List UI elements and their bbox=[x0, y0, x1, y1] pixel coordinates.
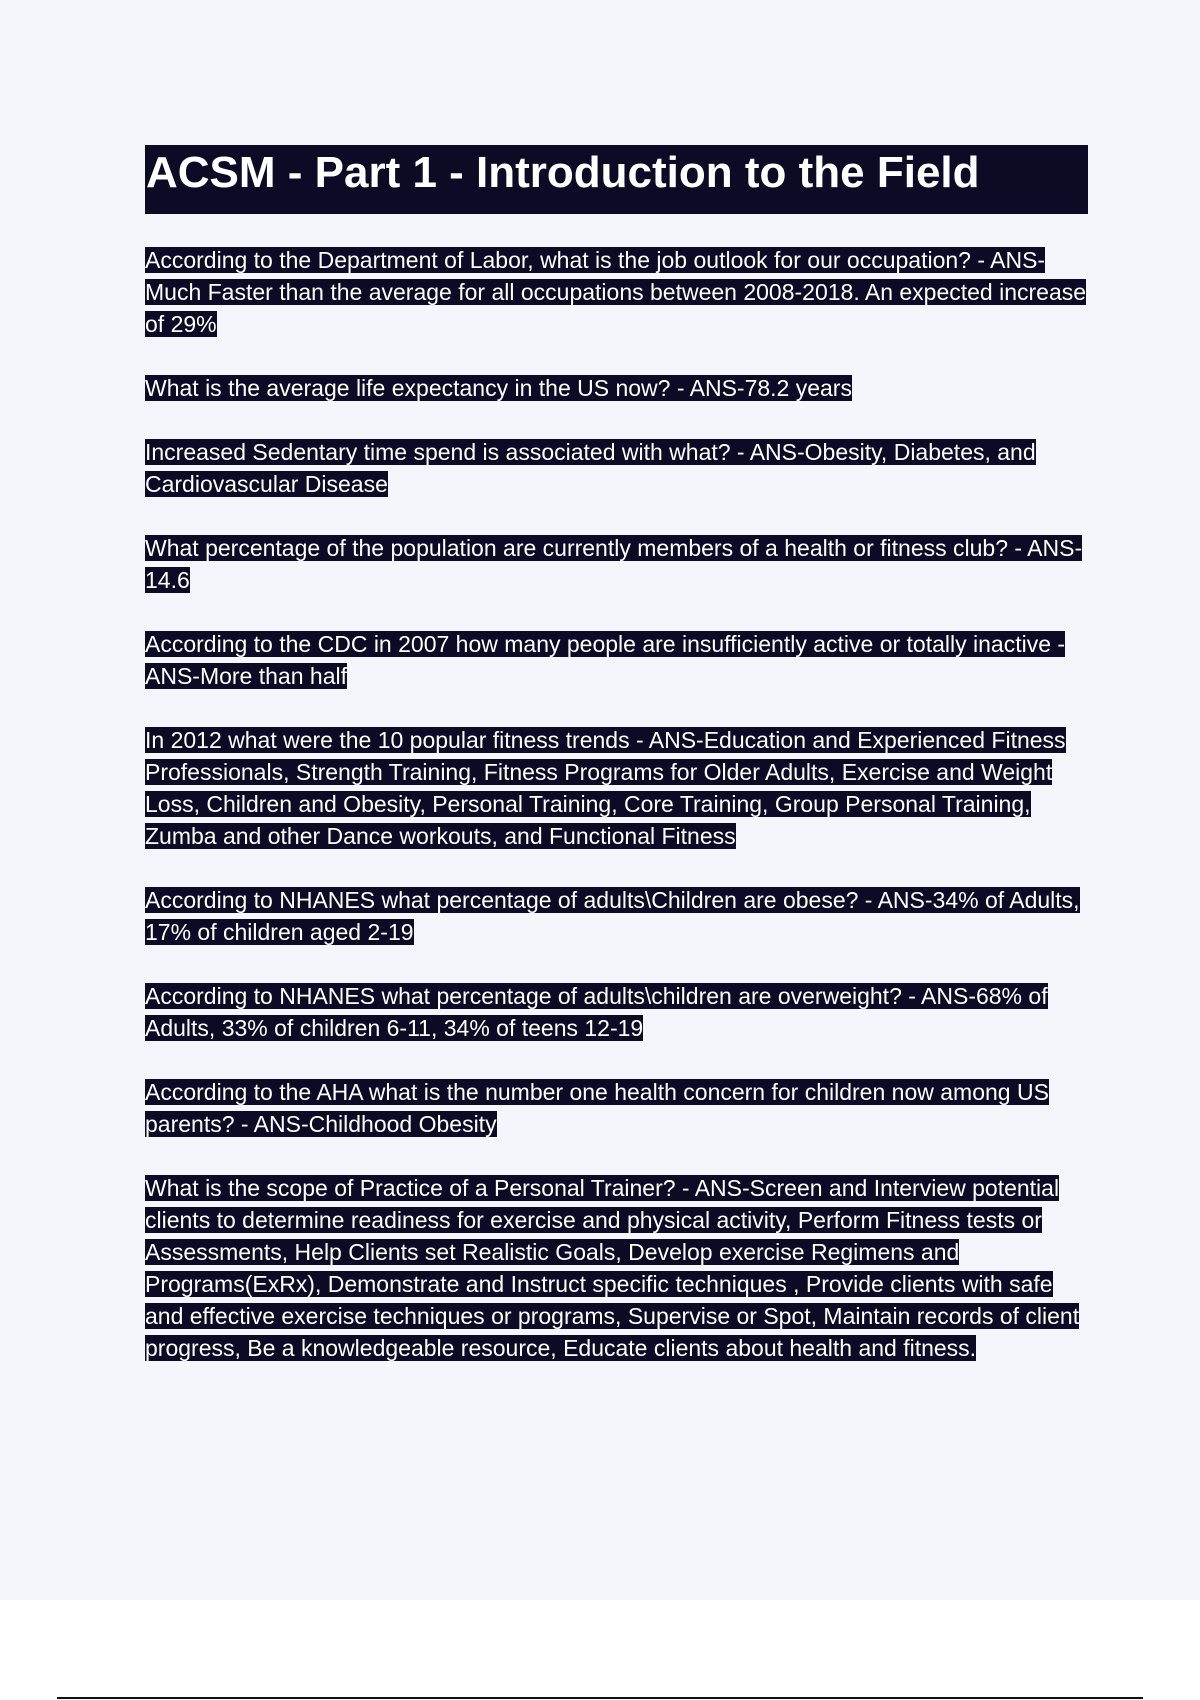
qa-item bbox=[145, 1172, 1090, 1364]
qa-item bbox=[145, 436, 1090, 500]
document-content bbox=[145, 145, 1090, 1396]
qa-item bbox=[145, 628, 1090, 692]
qa-text: What is the average life expectancy in the US now? - ANS-78.2 years bbox=[145, 375, 852, 401]
qa-item bbox=[145, 372, 1090, 404]
qa-item bbox=[145, 724, 1090, 852]
qa-text: According to NHANES what percentage of adults\children are overweight? - ANS-68% of Adults, 33% of children 6-11, 34% of teens 12-19 bbox=[145, 983, 1048, 1041]
qa-text: What percentage of the population are currently members of a health or fitness club? - ANS-14.6 bbox=[145, 535, 1083, 593]
qa-item bbox=[145, 244, 1090, 340]
qa-item bbox=[145, 884, 1090, 948]
qa-item bbox=[145, 980, 1090, 1044]
document-title: ACSM - Part 1 - Introduction to the Field bbox=[146, 148, 980, 197]
title-bar bbox=[145, 145, 1088, 214]
qa-text: According to the AHA what is the number one health concern for children now among US parents? - ANS-Childhood Obesity bbox=[145, 1079, 1049, 1137]
qa-text: Increased Sedentary time spend is associated with what? - ANS-Obesity, Diabetes, and Cardiovascular Disease bbox=[145, 439, 1036, 497]
qa-item bbox=[145, 1076, 1090, 1140]
qa-text: According to the CDC in 2007 how many people are insufficiently active or totally inactive - ANS-More than half bbox=[145, 631, 1066, 689]
footer-divider bbox=[57, 1697, 1143, 1699]
qa-item bbox=[145, 532, 1090, 596]
qa-list bbox=[145, 244, 1090, 1364]
qa-text: In 2012 what were the 10 popular fitness trends - ANS-Education and Experienced Fitness Professionals, Strength Training, Fitness Programs for Older Adults, Exercise and Weight Loss, Children and Obesity, Personal Training, Core Training, Group Personal Training, Zumba and other Dance workouts, and Functional Fitness bbox=[145, 727, 1066, 849]
qa-text: According to NHANES what percentage of adults\Children are obese? - ANS-34% of Adults, 17% of children aged 2-19 bbox=[145, 887, 1080, 945]
qa-text: According to the Department of Labor, what is the job outlook for our occupation? - ANS-Much Faster than the average for all occupations between 2008-2018. An expected increase of 29% bbox=[145, 247, 1087, 337]
qa-text: What is the scope of Practice of a Personal Trainer? - ANS-Screen and Interview potential clients to determine readiness for exercise and physical activity, Perform Fitness tests or Assessments, Help Clients set Realistic Goals, Develop exercise Regimens and Programs(ExRx), Demonstrate and Instruct specific techniques , Provide clients with safe and effective exercise techniques or programs, Supervise or Spot, Maintain records of client progress, Be a knowledgeable resource, Educate clients about health and fitness. bbox=[145, 1175, 1080, 1361]
